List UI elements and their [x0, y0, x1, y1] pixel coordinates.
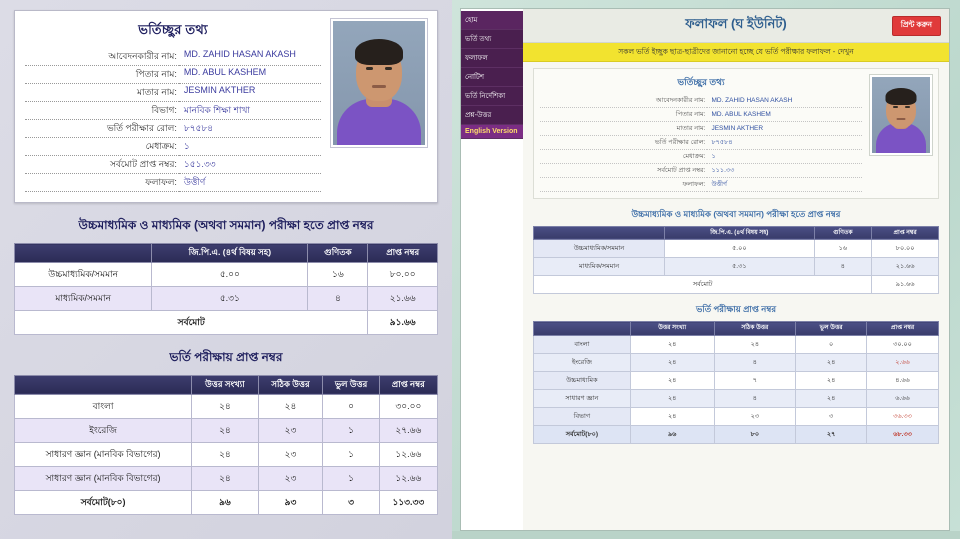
total-cell: ৯৬: [630, 425, 714, 443]
cell: ১২.৬৬: [379, 466, 437, 490]
table-row: [534, 389, 939, 407]
cell: ১: [323, 442, 379, 466]
table-total-row: [15, 490, 438, 514]
table-row: [534, 407, 939, 425]
web-admission-test-marks-table: [533, 321, 939, 444]
eye-left-shape: [893, 106, 898, 108]
cell: ২৩: [258, 466, 323, 490]
table-row: [25, 138, 321, 156]
table-row: [15, 286, 438, 310]
table-row: [25, 174, 321, 192]
table-row: [25, 156, 321, 174]
field-label: সর্বমোট প্রাপ্ত নম্বর:: [25, 156, 179, 174]
cell: ২৪: [192, 418, 259, 442]
field-label: আবেদনকারীর নাম:: [540, 94, 707, 108]
cell: বাংলা: [15, 394, 192, 418]
cell: ৪: [714, 389, 796, 407]
table-row: [534, 258, 939, 276]
website-content: [523, 9, 949, 530]
table-row: [15, 262, 438, 286]
field-label: মেধাক্রম:: [540, 149, 707, 163]
table-row: [540, 177, 862, 191]
field-value: মানবিক শিক্ষা শাখা: [179, 102, 321, 120]
cell: মাধ্যমিক/সমমান: [15, 286, 152, 310]
column-header: [15, 375, 192, 394]
field-value: MD. ZAHID HASAN AKASH: [179, 48, 321, 66]
eye-right-shape: [385, 67, 392, 70]
field-value: ১১১.৩৩: [707, 163, 862, 177]
table-row: [540, 94, 862, 108]
sidebar-item-admission-info[interactable]: ভর্তি তথ্য: [461, 30, 523, 49]
column-header: সঠিক উত্তর: [258, 375, 323, 394]
column-header: প্রাপ্ত নম্বর: [379, 375, 437, 394]
total-cell: ২৭: [796, 425, 867, 443]
total-label: সর্বমোট(৮০): [534, 425, 631, 443]
table-header-row: [15, 244, 438, 263]
hair-shape: [886, 88, 917, 105]
cell: ৩০.০০: [379, 394, 437, 418]
total-cell: ৬৮.৩৩: [867, 425, 939, 443]
cell: ০: [323, 394, 379, 418]
hsc-ssc-marks-table: [14, 243, 438, 335]
field-value: উত্তীর্ণ: [707, 177, 862, 191]
cell: উচ্চমাধ্যমিক/সমমান: [15, 262, 152, 286]
cell: উচ্চমাধ্যমিক/সমমান: [534, 240, 665, 258]
print-button[interactable]: প্রিন্ট করুন: [892, 16, 941, 36]
applicant-info-fields: [25, 19, 321, 192]
field-label: বিভাগ:: [25, 102, 179, 120]
table-header-row: [15, 375, 438, 394]
cell: ৫.৩১: [665, 258, 815, 276]
table-row: [534, 353, 939, 371]
column-header: প্রাপ্ত নম্বর: [368, 244, 438, 263]
field-label: ফলাফল:: [540, 177, 707, 191]
cell: ৩৬.৩৩: [867, 407, 939, 425]
column-header: সঠিক উত্তর: [714, 322, 796, 336]
table-row: [540, 149, 862, 163]
table-total-row: [15, 310, 438, 334]
field-label: মাতার নাম:: [540, 121, 707, 135]
sidebar-item-english-version[interactable]: English Version: [461, 125, 523, 139]
cell: সাধারণ জ্ঞান: [534, 389, 631, 407]
table-row: [540, 163, 862, 177]
field-value: JESMIN AKTHER: [179, 84, 321, 102]
column-header: [15, 244, 152, 263]
sidebar-item-home[interactable]: হোম: [461, 11, 523, 30]
cell: ৪: [714, 353, 796, 371]
column-header: প্রাপ্ত নম্বর: [867, 322, 939, 336]
cell: ইংরেজি: [534, 353, 631, 371]
web-hsc-ssc-marks-table: [533, 226, 939, 295]
field-value: ১: [707, 149, 862, 163]
cell: ২৪: [192, 466, 259, 490]
applicant-info-table: [25, 48, 321, 192]
eye-left-shape: [366, 67, 373, 70]
field-value: ১৫১.৩৩: [179, 156, 321, 174]
cell: ১২.৬৬: [379, 442, 437, 466]
cell: ইংরেজি: [15, 418, 192, 442]
column-header: গুণিতক: [814, 226, 872, 240]
total-cell: ৩: [323, 490, 379, 514]
cell: ২৪: [630, 389, 714, 407]
sidebar-item-result[interactable]: ফলাফল: [461, 49, 523, 68]
field-value: JESMIN AKTHER: [707, 121, 862, 135]
field-value: ৮৭৫৮৪: [179, 120, 321, 138]
right-screenshot-pane: [452, 0, 960, 539]
cell: ৫.৩১: [152, 286, 308, 310]
field-value: MD. ZAHID HASAN AKASH: [707, 94, 862, 108]
table-row: [534, 240, 939, 258]
website-sidebar: [461, 9, 523, 530]
web-applicant-info-card: [533, 68, 939, 199]
cell: বাংলা: [534, 335, 631, 353]
column-header: ভুল উত্তর: [796, 322, 867, 336]
applicant-info-card: [14, 10, 438, 203]
applicant-info-title: ভর্তিচ্ছুর তথ্য: [138, 22, 208, 37]
cell: ২১.৬৬: [872, 258, 939, 276]
table-row: [15, 466, 438, 490]
column-header: গুণিতক: [308, 244, 368, 263]
cell: ১: [323, 418, 379, 442]
table-total-row: [534, 425, 939, 443]
table-row: [25, 84, 321, 102]
field-value: MD. ABUL KASHEM: [179, 66, 321, 84]
cell: মাধ্যমিক/সমমান: [534, 258, 665, 276]
total-label: সর্বমোট: [15, 310, 368, 334]
field-value: ৮৭৫৮৪: [707, 135, 862, 149]
cell: ১৬: [814, 240, 872, 258]
table-row: [15, 418, 438, 442]
admission-test-marks-table: [14, 375, 438, 515]
field-label: ভর্তি পরীক্ষার রোল:: [25, 120, 179, 138]
column-header: [534, 226, 665, 240]
table-row: [25, 48, 321, 66]
field-label: সর্বমোট প্রাপ্ত নম্বর:: [540, 163, 707, 177]
table-header-row: [534, 226, 939, 240]
table-header-row: [534, 322, 939, 336]
field-label: মেধাক্রম:: [25, 138, 179, 156]
cell: ২৪: [714, 335, 796, 353]
page-title: ফলাফল (ঘ ইউনিট): [685, 16, 787, 31]
cell: ৩০.০০: [867, 335, 939, 353]
total-cell: ৮০: [714, 425, 796, 443]
total-value: ৯১.৬৬: [368, 310, 438, 334]
column-header: জি.পি.এ. (৪র্থ বিষয় সহ): [665, 226, 815, 240]
field-label: আবেদনকারীর নাম:: [25, 48, 179, 66]
portrait-illustration: [333, 21, 425, 145]
web-applicant-info-fields: [540, 75, 862, 192]
cell: ১৬: [308, 262, 368, 286]
table-row: [15, 442, 438, 466]
portrait-illustration: [872, 77, 930, 153]
table-row: [25, 120, 321, 138]
cell: ৭: [714, 371, 796, 389]
sidebar-menu: [461, 11, 523, 139]
mouth-shape: [372, 85, 386, 88]
table-row: [25, 66, 321, 84]
total-cell: ৯৬: [192, 490, 259, 514]
column-header: [534, 322, 631, 336]
web-admission-test-section-title: ভর্তি পরীক্ষায় প্রাপ্ত নম্বর: [695, 304, 776, 315]
cell: ৩: [796, 407, 867, 425]
column-header: প্রাপ্ত নম্বর: [872, 226, 939, 240]
cell: সাধারণ জ্ঞান (মানবিক বিভাগের): [15, 442, 192, 466]
cell: ১: [323, 466, 379, 490]
cell: সাধারণ জ্ঞান (মানবিক বিভাগের): [15, 466, 192, 490]
left-document-pane: [0, 0, 452, 539]
total-value: ৯১.৬৬: [872, 276, 939, 294]
table-row: [540, 135, 862, 149]
cell: ৮০.০০: [872, 240, 939, 258]
field-label: পিতার নাম:: [540, 107, 707, 121]
table-row: [534, 335, 939, 353]
column-header: উত্তর সংখ্যা: [192, 375, 259, 394]
hair-shape: [355, 39, 403, 65]
table-total-row: [534, 276, 939, 294]
admission-test-section-title: ভর্তি পরীক্ষায় প্রাপ্ত নম্বর: [169, 349, 283, 364]
cell: ২৭.৬৬: [379, 418, 437, 442]
cell: ২৩: [714, 407, 796, 425]
cell: ৮০.০০: [368, 262, 438, 286]
eye-right-shape: [905, 106, 910, 108]
field-label: ভর্তি পরীক্ষার রোল:: [540, 135, 707, 149]
field-label: ফলাফল:: [25, 174, 179, 192]
sidebar-item-faq[interactable]: প্রশ্ন-উত্তর: [461, 106, 523, 125]
result-webpage: [460, 8, 950, 531]
website-header: [523, 9, 949, 43]
cell: ২৪: [630, 371, 714, 389]
web-applicant-photo: [870, 75, 932, 155]
cell: ৪: [814, 258, 872, 276]
field-label: পিতার নাম:: [25, 66, 179, 84]
table-row: [25, 102, 321, 120]
web-applicant-info-title: ভর্তিচ্ছুর তথ্য: [677, 76, 725, 87]
cell: ৪: [308, 286, 368, 310]
column-header: ভুল উত্তর: [323, 375, 379, 394]
field-value: MD. ABUL KASHEM: [707, 107, 862, 121]
cell: ২৪: [796, 389, 867, 407]
cell: ২৩: [258, 418, 323, 442]
field-value: উত্তীর্ণ: [179, 174, 321, 192]
web-hsc-ssc-section-title: উচ্চমাধ্যমিক ও মাধ্যমিক (অথবা সমমান) পরীক্ষা হতে প্রাপ্ত নম্বর: [631, 208, 841, 219]
cell: ২৪: [258, 394, 323, 418]
website-body: [523, 62, 949, 448]
cell: ০: [796, 335, 867, 353]
cell: বিভাগ: [534, 407, 631, 425]
sidebar-item-guideline[interactable]: ভর্তি নির্দেশিকা: [461, 87, 523, 106]
cell: ২৪: [796, 353, 867, 371]
cell: উচ্চমাধ্যমিক: [534, 371, 631, 389]
cell: ২.৬৬: [867, 353, 939, 371]
cell: ২৪: [192, 442, 259, 466]
mouth-shape: [897, 118, 906, 120]
applicant-photo: [331, 19, 427, 147]
cell: ২৪: [630, 407, 714, 425]
web-applicant-info-table: [540, 94, 862, 192]
table-row: [15, 394, 438, 418]
cell: ৫.০০: [152, 262, 308, 286]
total-label: সর্বমোট(৮০): [15, 490, 192, 514]
notice-banner[interactable]: সকল ভর্তি ইচ্ছুক ছাত্র-ছাত্রীদের জানানো হচ্ছে যে ভর্তি পরীক্ষার ফলাফল - দেখুন: [523, 43, 949, 62]
total-cell: ৯৩: [258, 490, 323, 514]
cell: ৪.৬৬: [867, 371, 939, 389]
sidebar-item-notice[interactable]: নোটিশ: [461, 68, 523, 87]
cell: ২৪: [192, 394, 259, 418]
total-label: সর্বমোট: [534, 276, 872, 294]
field-value: ১: [179, 138, 321, 156]
cell: ২৩: [258, 442, 323, 466]
table-row: [540, 107, 862, 121]
cell: ৬.৬৬: [867, 389, 939, 407]
hsc-ssc-section-title: উচ্চমাধ্যমিক ও মাধ্যমিক (অথবা সমমান) পরীক্ষা হতে প্রাপ্ত নম্বর: [78, 218, 374, 232]
cell: ২৪: [630, 353, 714, 371]
cell: ২৪: [630, 335, 714, 353]
total-cell: ১১৩.৩৩: [379, 490, 437, 514]
column-header: জি.পি.এ. (৪র্থ বিষয় সহ): [152, 244, 308, 263]
cell: ২১.৬৬: [368, 286, 438, 310]
column-header: উত্তর সংখ্যা: [630, 322, 714, 336]
table-row: [534, 371, 939, 389]
table-row: [540, 121, 862, 135]
cell: ৫.০০: [665, 240, 815, 258]
field-label: মাতার নাম:: [25, 84, 179, 102]
cell: ২৪: [796, 371, 867, 389]
pane-bottom-edge: [452, 531, 960, 539]
